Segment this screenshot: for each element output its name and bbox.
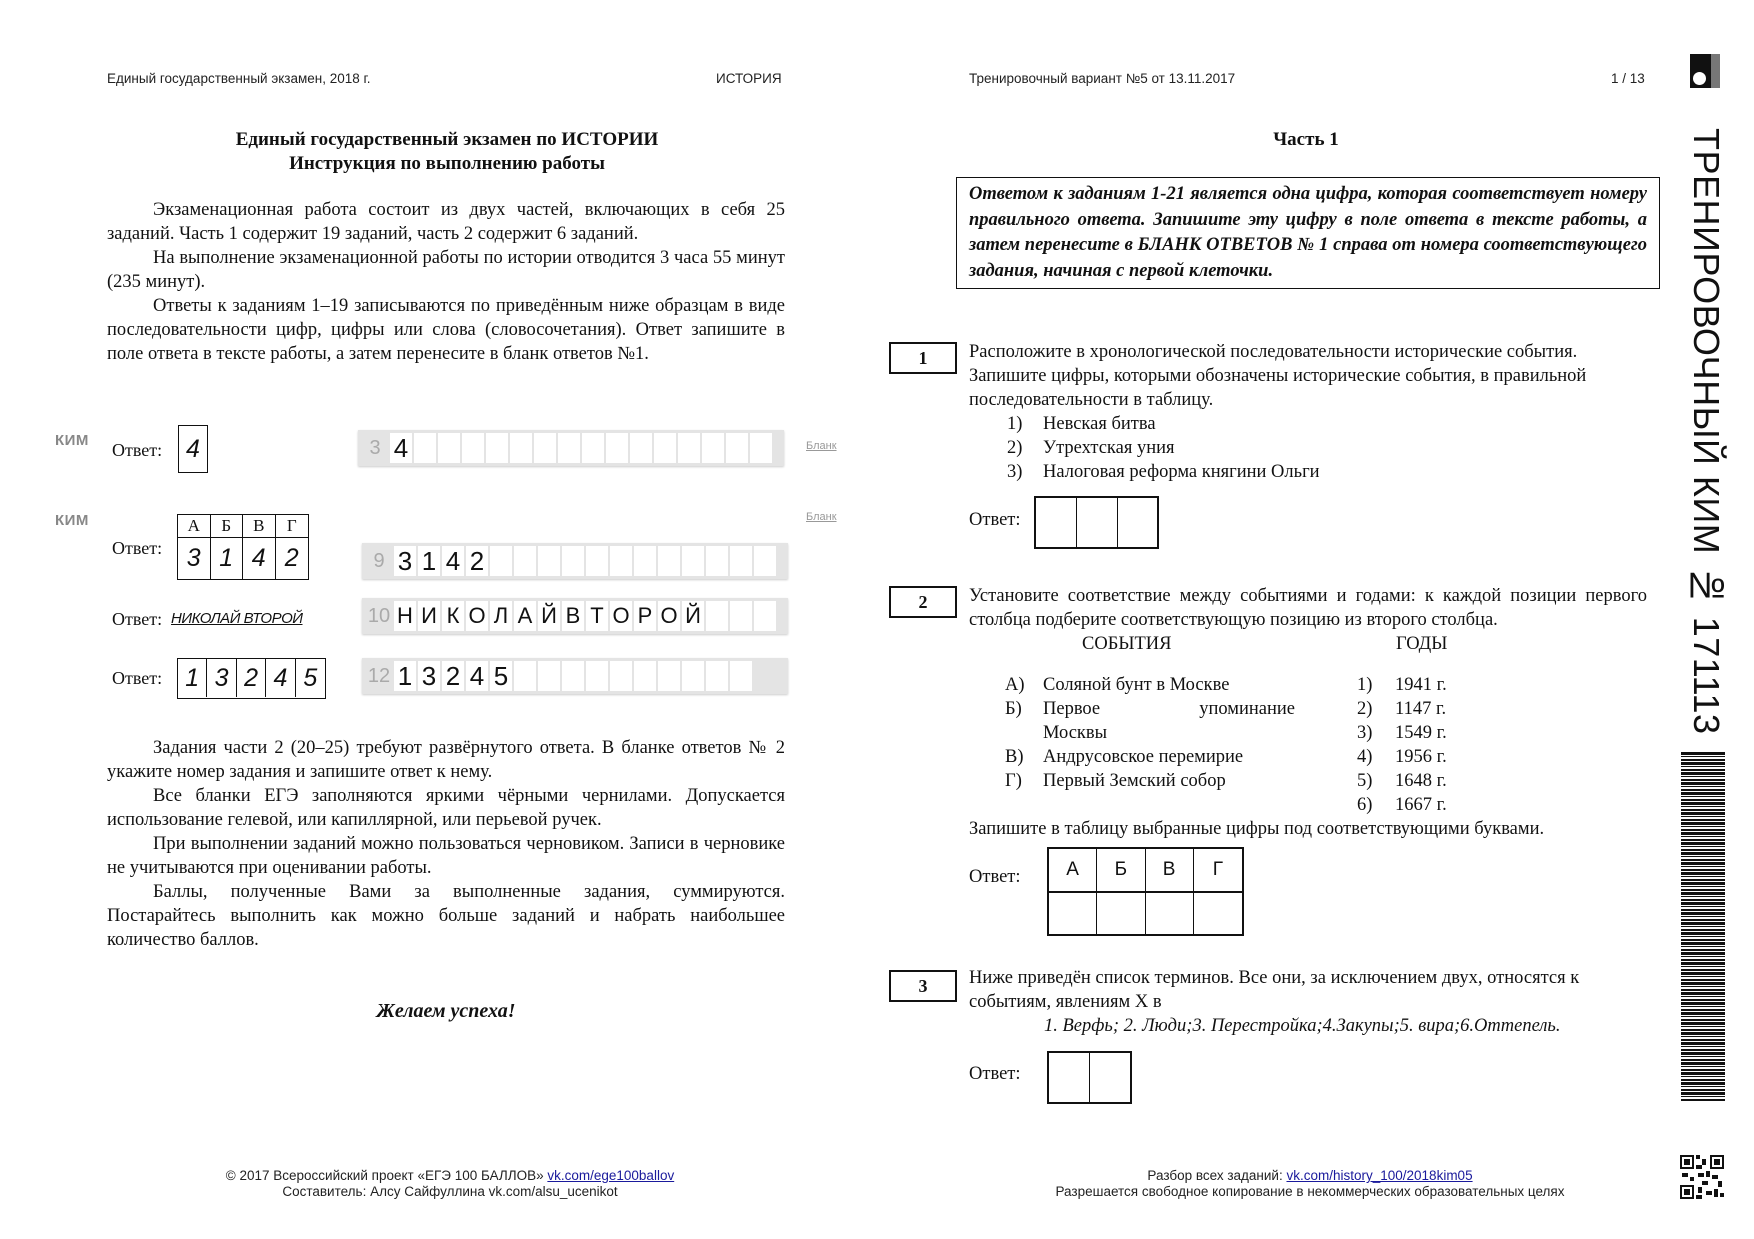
vertical-kim-title: ТРЕНИРОВОЧНЫЙ КИМ № 171113 — [1686, 128, 1727, 735]
strip-cell — [538, 546, 560, 576]
year-item: 5) 1648 г. — [1357, 771, 1447, 791]
example2-answer-table — [177, 514, 309, 580]
table-cell: 4 — [266, 659, 295, 697]
table-header: Г — [1212, 859, 1224, 880]
strip-cell — [562, 661, 584, 691]
strip-task-number: 10 — [367, 604, 391, 627]
strip-cell: Л — [490, 601, 512, 631]
answer-cell[interactable] — [1097, 893, 1145, 936]
task-number-box: 1 — [889, 342, 957, 374]
table-cell: 4 — [243, 538, 276, 579]
strip-cell: 5 — [490, 661, 512, 691]
strip-cell — [702, 433, 724, 463]
blank-label: Бланк — [806, 440, 837, 452]
strip-cell — [682, 661, 704, 691]
strip-cell — [706, 601, 728, 631]
author-text: Составитель: Алсу Сайфуллина vk.com/alsu_ucenikot — [282, 1184, 618, 1199]
table-header: Б — [211, 515, 244, 537]
year-item: 3) 1549 г. — [1357, 723, 1447, 743]
year-item: 1) 1941 г. — [1357, 675, 1447, 695]
strip-cell: Й — [538, 601, 560, 631]
task3-answer-field[interactable] — [1047, 1051, 1132, 1104]
answer-cell[interactable] — [1146, 893, 1194, 936]
strip-cell — [558, 433, 580, 463]
info-paragraph: При выполнении заданий можно пользоваться черновиком. Записи в черновике не учитываются при оценивании работы. — [107, 834, 785, 878]
event-item: Г) Первый Земский собор — [1005, 771, 1226, 791]
strip-cell — [486, 433, 508, 463]
task1-items — [1007, 412, 1320, 484]
strip-cell: 4 — [466, 661, 488, 691]
task1-answer-field[interactable] — [1034, 496, 1159, 549]
review-label: Разбор всех заданий: — [1147, 1168, 1283, 1183]
strip-cell: 2 — [442, 661, 464, 691]
example3-blank-strip — [362, 598, 788, 634]
task-number-box: 2 — [889, 586, 957, 618]
example1-answer-box: 4 — [178, 425, 208, 473]
strip-cell — [606, 433, 628, 463]
table-header: Б — [1097, 849, 1145, 891]
intro-paragraph: Ответы к заданиям 1–19 записываются по приведённым ниже образцам в виде последовательности цифр, цифры или слова (словосочетания). Ответ запишите в поле ответа в тексте работы, а затем перенесите в бланк ответов №1. — [107, 296, 785, 364]
strip-cell — [510, 433, 532, 463]
example4-blank-strip — [362, 658, 788, 694]
strip-cell — [678, 433, 700, 463]
strip-cell: Т — [586, 601, 608, 631]
strip-cell — [730, 601, 752, 631]
review-link[interactable]: vk.com/history_100/2018kim05 — [1286, 1168, 1473, 1183]
table-cell: 1 — [211, 538, 244, 579]
strip-cell — [730, 546, 752, 576]
left-footer — [150, 1168, 750, 1200]
strip-cell — [682, 546, 704, 576]
strip-task-number: 12 — [367, 664, 391, 687]
strip-cell — [562, 546, 584, 576]
strip-cell — [730, 661, 752, 691]
strip-cell — [462, 433, 484, 463]
qr-code-icon — [1678, 1153, 1726, 1201]
table-header: А — [1049, 849, 1097, 891]
table-header: В — [1146, 849, 1194, 891]
table-cell: 5 — [303, 663, 318, 692]
header-variant: Тренировочный вариант №5 от 13.11.2017 — [969, 71, 1236, 86]
copyright-text: © 2017 Всероссийский проект «ЕГЭ 100 БАЛЛОВ» — [225, 1168, 544, 1183]
answer-cell[interactable] — [1049, 893, 1097, 936]
kim-label: КИМ — [55, 432, 89, 449]
strip-cell: Р — [634, 601, 656, 631]
table-header: Г — [286, 516, 297, 535]
left-page-title — [107, 128, 787, 176]
strip-cell — [706, 661, 728, 691]
answer-label: Ответ: — [969, 867, 1021, 887]
part-title: Часть 1 — [1273, 129, 1339, 150]
strip-cell — [754, 546, 776, 576]
task2-answer-table[interactable] — [1047, 847, 1244, 936]
instruction-title: Инструкция по выполнению работы — [289, 153, 605, 174]
kim-label: КИМ — [55, 512, 89, 529]
answer-label: Ответ: — [112, 609, 163, 629]
strip-cell: О — [466, 601, 488, 631]
logo-icon — [1690, 54, 1720, 88]
good-luck-text: Желаем успеха! — [376, 1000, 516, 1022]
strip-cell — [514, 661, 536, 691]
strip-cell — [706, 546, 728, 576]
task1-text: Расположите в хронологической последовательности исторические события. Запишите цифры, которыми обозначены исторические события, в правильной последовательности в таблицу. — [969, 342, 1587, 410]
strip-cell: 4 — [442, 546, 464, 576]
answer-label: Ответ: — [112, 538, 163, 558]
strip-cell: А — [514, 601, 536, 631]
answer-label: Ответ: — [969, 510, 1021, 530]
intro-paragraphs — [107, 198, 785, 366]
right-footer — [1010, 1168, 1610, 1200]
strip-cell — [634, 661, 656, 691]
strip-cell: 4 — [390, 433, 412, 463]
strip-cell — [586, 661, 608, 691]
strip-cell — [726, 433, 748, 463]
table-cell: 2 — [237, 659, 266, 697]
answer-cell[interactable] — [1194, 893, 1242, 936]
strip-task-number: 3 — [369, 436, 381, 459]
strip-cell: К — [442, 601, 464, 631]
header-subject: ИСТОРИЯ — [716, 71, 782, 86]
info-paragraph: Все бланки ЕГЭ заполняются яркими чёрными чернилами. Допускается использование гелевой, или капиллярной, или перьевой ручек. — [107, 786, 785, 830]
vk-link[interactable]: vk.com/ege100ballov — [547, 1168, 675, 1183]
part1-instruction-box: Ответом к заданиям 1-21 является одна цифра, которая соответствует номеру правильного ответа. Запишите эту цифру в поле ответа в тексте работы, а затем перенесите в БЛАНК ОТВЕТОВ № 1 справа от номера соответствующего задания, начиная с первой клеточки. — [956, 177, 1660, 289]
years-list — [1357, 673, 1447, 817]
task1-item: 1) Невская битва — [1007, 414, 1156, 434]
year-item: 6) 1667 г. — [1357, 795, 1447, 815]
example3-handwritten-answer: НИКОЛАЙ ВТОРОЙ — [171, 610, 303, 627]
blank-label: Бланк — [806, 511, 837, 523]
task2-text: Установите соответствие между событиями и годами: к каждой позиции первого столбца подберите соответствующую позицию из второго столбца. — [969, 586, 1647, 630]
strip-cell — [438, 433, 460, 463]
strip-cell: 2 — [466, 546, 488, 576]
strip-cell: 1 — [394, 661, 416, 691]
copyright-notice: Разрешается свободное копирование в некоммерческих образовательных целях — [1055, 1184, 1565, 1199]
strip-cell — [634, 546, 656, 576]
event-item: В) Андрусовское перемирие — [1005, 747, 1244, 767]
strip-cell: Й — [682, 601, 704, 631]
strip-cell — [586, 546, 608, 576]
events-column-header: СОБЫТИЯ — [1082, 634, 1172, 654]
table-header: В — [243, 515, 276, 537]
example4-answer-table — [177, 658, 326, 699]
info-paragraph: Задания части 2 (20–25) требуют развёрнутого ответа. В бланке ответов № 2 укажите номер задания и запишите ответ к нему. — [107, 738, 785, 782]
event-item: Б) Первое упоминание Москвы — [1005, 699, 1295, 743]
strip-cell: Н — [394, 601, 416, 631]
strip-cell — [414, 433, 436, 463]
table-header: А — [178, 515, 211, 537]
strip-cell — [534, 433, 556, 463]
strip-cell — [754, 601, 776, 631]
table-cell: 2 — [284, 544, 299, 572]
year-item: 2) 1147 г. — [1357, 699, 1447, 719]
strip-cell — [610, 661, 632, 691]
table-cell: 3 — [207, 659, 236, 697]
strip-cell: В — [562, 601, 584, 631]
strip-task-number: 9 — [373, 549, 385, 572]
answer-label: Ответ: — [112, 668, 163, 688]
strip-cell — [630, 433, 652, 463]
strip-cell — [658, 546, 680, 576]
strip-cell — [610, 546, 632, 576]
years-column-header: ГОДЫ — [1396, 634, 1448, 654]
barcode-icon — [1681, 752, 1725, 1102]
task2-write-instruction: Запишите в таблицу выбранные цифры под соответствующими буквами. — [969, 819, 1545, 839]
strip-cell — [654, 433, 676, 463]
intro-paragraph: Экзаменационная работа состоит из двух частей, включающих в себя 25 заданий. Часть 1 содержит 19 заданий, часть 2 содержит 6 заданий. — [107, 200, 785, 244]
example2-blank-strip — [362, 543, 788, 579]
strip-cell: 3 — [394, 546, 416, 576]
strip-cell: О — [610, 601, 632, 631]
strip-cell: И — [418, 601, 440, 631]
exam-title: Единый государственный экзамен по ИСТОРИИ — [235, 129, 659, 150]
header-exam-title: Единый государственный экзамен, 2018 г. — [107, 71, 371, 86]
events-list — [1005, 673, 1295, 793]
task3-terms: 1. Верфь; 2. Люди;3. Перестройка;4.Закупы;5. вира;6.Оттепель. — [1044, 1016, 1561, 1036]
task1-item: 3) Налоговая реформа княгини Ольги — [1007, 462, 1320, 482]
year-item: 4) 1956 г. — [1357, 747, 1447, 767]
strip-cell — [514, 546, 536, 576]
table-cell: 1 — [178, 659, 207, 697]
strip-cell — [658, 661, 680, 691]
task1-item: 2) Утрехтская уния — [1007, 438, 1175, 458]
strip-cell: 3 — [418, 661, 440, 691]
strip-cell — [750, 433, 772, 463]
strip-cell — [582, 433, 604, 463]
strip-cell — [538, 661, 560, 691]
strip-cell — [490, 546, 512, 576]
answer-label: Ответ: — [112, 440, 163, 460]
strip-cell: 1 — [418, 546, 440, 576]
answer-label: Ответ: — [969, 1064, 1021, 1084]
intro-paragraph: На выполнение экзаменационной работы по истории отводится 3 часа 55 минут (235 минут). — [107, 248, 785, 292]
strip-cell: О — [658, 601, 680, 631]
table-cell: 3 — [178, 538, 211, 579]
task-number-box: 3 — [889, 970, 957, 1002]
part2-paragraphs — [107, 736, 785, 952]
page-number: 1 / 13 — [1611, 71, 1645, 86]
event-item: А) Соляной бунт в Москве — [1005, 675, 1230, 695]
example1-blank-strip — [358, 430, 784, 466]
task3-text: Ниже приведён список терминов. Все они, за исключением двух, относятся к событиям, явлениям X в — [969, 968, 1580, 1012]
info-paragraph: Баллы, полученные Вами за выполненные задания, суммируются. Постарайтесь выполнить как можно больше заданий и набрать наибольшее количество баллов. — [107, 882, 785, 950]
